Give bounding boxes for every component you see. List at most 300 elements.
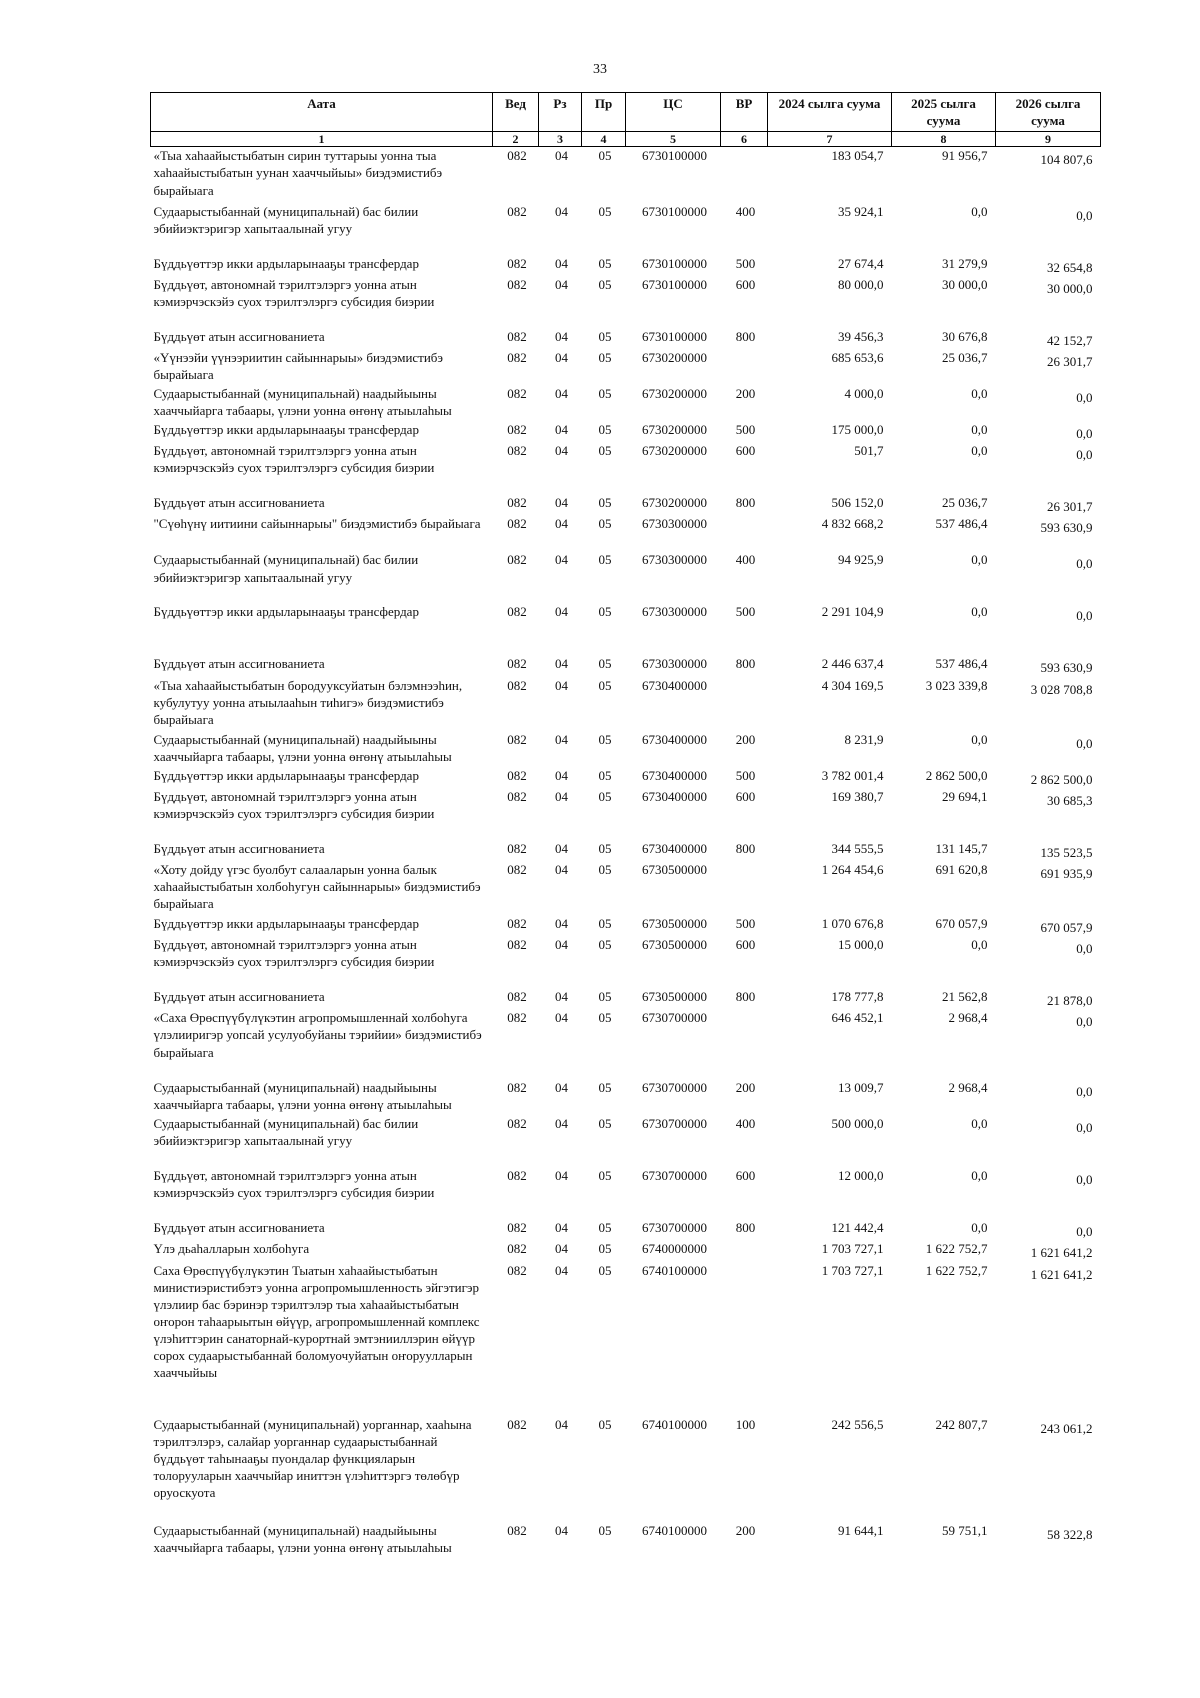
row-amount-2024: 15 000,0 bbox=[838, 937, 884, 953]
row-cs: 6730200000 bbox=[642, 495, 707, 511]
row-pr: 05 bbox=[598, 203, 612, 219]
row-name: Үлэ дьаһалларын холбоһуга bbox=[153, 1241, 310, 1257]
row-rz: 04 bbox=[555, 1010, 568, 1026]
row-cs: 6730200000 bbox=[642, 350, 707, 366]
row-vr: 500 bbox=[735, 604, 756, 620]
row-rz: 04 bbox=[555, 604, 568, 620]
col-number: 8 bbox=[892, 132, 996, 147]
row-name: Бүддьүөт атын ассигнованиета bbox=[153, 989, 325, 1005]
row-pr: 05 bbox=[598, 1220, 612, 1236]
row-name: Бүддьүөт, автономнай тэрилтэлэргэ уонна атын кэмиэрчэскэйэ суох тэрилтэлэргэ субсидия биэрии bbox=[153, 276, 435, 310]
table-row bbox=[151, 1522, 1101, 1562]
row-amount-2024: 1 703 727,1 bbox=[821, 1262, 884, 1278]
row-amount-2024: 4 832 668,2 bbox=[821, 516, 884, 532]
row-cs: 6730500000 bbox=[642, 937, 707, 953]
row-name: Судаарыстыбаннай (муниципальнай) наадыйыыны хааччыйарга табаары, үлэни уонна өҥөнү атыылаһыы bbox=[153, 386, 452, 419]
row-name: Судаарыстыбаннай (муниципальнай) бас билии эбийиэктэригэр хапытаалынай угуу bbox=[153, 1116, 419, 1149]
row-vr: 500 bbox=[735, 915, 756, 931]
row-pr: 05 bbox=[598, 1241, 612, 1257]
row-pr: 05 bbox=[598, 767, 612, 783]
row-amount-2026: 0,0 bbox=[1076, 941, 1093, 957]
table-row bbox=[151, 915, 1101, 936]
row-cs: 6730400000 bbox=[642, 677, 707, 693]
row-vr: 600 bbox=[735, 1168, 756, 1184]
row-name: Судаарыстыбаннай (муниципальнай) бас билии эбийиэктэригэр хапытаалынай угуу bbox=[153, 552, 419, 585]
row-amount-2025: 29 694,1 bbox=[942, 788, 988, 804]
row-amount-2024: 12 000,0 bbox=[838, 1168, 884, 1184]
col-header-name: Аата bbox=[151, 93, 493, 132]
row-ved: 082 bbox=[507, 422, 527, 438]
row-vr: 400 bbox=[735, 1116, 756, 1132]
col-number: 9 bbox=[996, 132, 1101, 147]
header-row bbox=[151, 93, 1101, 132]
table-row bbox=[151, 655, 1101, 676]
col-number: 5 bbox=[626, 132, 721, 147]
table-row bbox=[151, 551, 1101, 603]
row-name: Бүддьүөт, автономнай тэрилтэлэргэ уонна атын кэмиэрчэскэйэ суох тэрилтэлэргэ субсидия биэрии bbox=[153, 443, 435, 476]
row-amount-2024: 94 925,9 bbox=[838, 552, 884, 568]
col-number: 4 bbox=[582, 132, 626, 147]
row-vr: 600 bbox=[735, 937, 756, 953]
row-amount-2025: 0,0 bbox=[971, 386, 988, 402]
row-name: «Үүнээйи үүнээриитин сайыннарыы» биэдэмистибэ бырайыага bbox=[153, 350, 444, 383]
row-amount-2024: 501,7 bbox=[854, 443, 884, 459]
row-amount-2024: 183 054,7 bbox=[831, 148, 884, 164]
row-vr bbox=[721, 349, 768, 385]
row-pr: 05 bbox=[598, 328, 612, 344]
row-vr: 500 bbox=[735, 255, 756, 271]
row-amount-2024: 2 446 637,4 bbox=[821, 656, 884, 672]
row-rz: 04 bbox=[555, 1116, 568, 1132]
table-row bbox=[151, 767, 1101, 788]
row-rz: 04 bbox=[555, 767, 568, 783]
row-amount-2025: 1 622 752,7 bbox=[925, 1241, 988, 1257]
row-amount-2024: 8 231,9 bbox=[844, 731, 884, 747]
row-rz: 04 bbox=[555, 255, 568, 271]
row-pr: 05 bbox=[598, 656, 612, 672]
table-row bbox=[151, 1167, 1101, 1219]
row-pr: 05 bbox=[598, 422, 612, 438]
row-rz: 04 bbox=[555, 276, 568, 292]
row-amount-2024: 175 000,0 bbox=[831, 422, 884, 438]
row-cs: 6730100000 bbox=[642, 276, 707, 292]
row-rz: 04 bbox=[555, 861, 568, 877]
row-amount-2025: 0,0 bbox=[971, 1168, 988, 1184]
row-name: Бүддьүөт атын ассигнованиета bbox=[153, 1220, 325, 1236]
row-cs: 6730500000 bbox=[642, 989, 707, 1005]
row-name: Бүддьүөттэр икки ардыларынааҕы трансфердар bbox=[153, 767, 419, 783]
row-amount-2024: 178 777,8 bbox=[831, 989, 884, 1005]
row-pr: 05 bbox=[598, 989, 612, 1005]
table-row bbox=[151, 349, 1101, 385]
row-amount-2026: 42 152,7 bbox=[1047, 332, 1093, 348]
table-row bbox=[151, 515, 1101, 551]
row-amount-2025: 0,0 bbox=[971, 604, 988, 620]
row-pr: 05 bbox=[598, 937, 612, 953]
row-amount-2025: 30 000,0 bbox=[942, 276, 988, 292]
row-amount-2024: 91 644,1 bbox=[838, 1522, 884, 1538]
row-pr: 05 bbox=[598, 350, 612, 366]
row-cs: 6730300000 bbox=[642, 516, 707, 532]
row-ved: 082 bbox=[507, 328, 527, 344]
row-cs: 6730100000 bbox=[642, 148, 707, 164]
col-number: 3 bbox=[539, 132, 582, 147]
row-amount-2024: 4 000,0 bbox=[844, 386, 884, 402]
row-ved: 082 bbox=[507, 840, 527, 856]
col-number: 2 bbox=[493, 132, 539, 147]
row-amount-2026: 0,0 bbox=[1076, 556, 1093, 572]
row-cs: 6740000000 bbox=[642, 1241, 707, 1257]
row-amount-2026: 0,0 bbox=[1076, 1172, 1093, 1188]
row-amount-2026: 32 654,8 bbox=[1047, 259, 1093, 275]
row-amount-2024: 242 556,5 bbox=[831, 1416, 884, 1432]
row-amount-2025: 25 036,7 bbox=[942, 495, 988, 511]
row-rz: 04 bbox=[555, 788, 568, 804]
row-amount-2024: 80 000,0 bbox=[838, 276, 884, 292]
row-amount-2026: 0,0 bbox=[1076, 447, 1093, 463]
row-amount-2025: 242 807,7 bbox=[935, 1416, 988, 1432]
row-cs: 6740100000 bbox=[642, 1416, 707, 1432]
table-row bbox=[151, 677, 1101, 731]
row-rz: 04 bbox=[555, 840, 568, 856]
row-pr: 05 bbox=[598, 840, 612, 856]
row-ved: 082 bbox=[507, 1416, 527, 1432]
row-amount-2026: 2 862 500,0 bbox=[1030, 771, 1093, 787]
page-number: 33 bbox=[593, 62, 607, 77]
table-row bbox=[151, 731, 1101, 767]
row-amount-2026: 0,0 bbox=[1076, 1224, 1093, 1240]
row-pr: 05 bbox=[598, 1080, 612, 1096]
row-rz: 04 bbox=[555, 350, 568, 366]
row-amount-2024: 27 674,4 bbox=[838, 255, 884, 271]
table-row bbox=[151, 861, 1101, 915]
row-rz: 04 bbox=[555, 1262, 568, 1278]
row-amount-2026: 135 523,5 bbox=[1040, 844, 1093, 860]
row-ved: 082 bbox=[507, 656, 527, 672]
row-amount-2026: 0,0 bbox=[1076, 608, 1093, 624]
row-vr: 800 bbox=[735, 495, 756, 511]
row-vr bbox=[721, 861, 768, 915]
row-amount-2026: 26 301,7 bbox=[1047, 499, 1093, 515]
row-pr: 05 bbox=[598, 443, 612, 459]
row-vr: 400 bbox=[735, 552, 756, 568]
row-amount-2024: 1 264 454,6 bbox=[821, 861, 884, 877]
table-body bbox=[151, 147, 1101, 1562]
row-cs: 6730700000 bbox=[642, 1220, 707, 1236]
row-amount-2025: 2 862 500,0 bbox=[925, 767, 988, 783]
row-amount-2026: 0,0 bbox=[1076, 390, 1093, 406]
row-amount-2025: 25 036,7 bbox=[942, 350, 988, 366]
row-pr: 05 bbox=[598, 1262, 612, 1278]
row-pr: 05 bbox=[598, 148, 612, 164]
row-name: Бүддьүөттэр икки ардыларынааҕы трансфердар bbox=[153, 422, 419, 438]
row-ved: 082 bbox=[507, 1168, 527, 1184]
row-ved: 082 bbox=[507, 1010, 527, 1026]
row-ved: 082 bbox=[507, 148, 527, 164]
row-vr: 600 bbox=[735, 788, 756, 804]
table-row bbox=[151, 1416, 1101, 1522]
row-pr: 05 bbox=[598, 915, 612, 931]
row-amount-2026: 0,0 bbox=[1076, 1084, 1093, 1100]
row-amount-2025: 0,0 bbox=[971, 552, 988, 568]
row-amount-2026: 243 061,2 bbox=[1040, 1420, 1093, 1436]
row-name: Бүддьүөт атын ассигнованиета bbox=[153, 840, 325, 856]
row-cs: 6730500000 bbox=[642, 915, 707, 931]
row-amount-2025: 0,0 bbox=[971, 1116, 988, 1132]
row-vr: 400 bbox=[735, 203, 756, 219]
row-amount-2025: 0,0 bbox=[971, 422, 988, 438]
row-rz: 04 bbox=[555, 989, 568, 1005]
row-ved: 082 bbox=[507, 255, 527, 271]
row-amount-2026: 670 057,9 bbox=[1040, 919, 1093, 935]
row-vr: 800 bbox=[735, 656, 756, 672]
row-rz: 04 bbox=[555, 937, 568, 953]
row-amount-2025: 0,0 bbox=[971, 203, 988, 219]
row-ved: 082 bbox=[507, 788, 527, 804]
row-amount-2026: 0,0 bbox=[1076, 1014, 1093, 1030]
row-amount-2026: 1 621 641,2 bbox=[1030, 1266, 1093, 1282]
row-amount-2024: 646 452,1 bbox=[831, 1010, 884, 1026]
row-amount-2026: 0,0 bbox=[1076, 426, 1093, 442]
row-vr bbox=[721, 515, 768, 551]
row-rz: 04 bbox=[555, 328, 568, 344]
row-name: Бүддьүөт атын ассигнованиета bbox=[153, 328, 325, 344]
row-pr: 05 bbox=[598, 788, 612, 804]
table-row bbox=[151, 276, 1101, 328]
row-rz: 04 bbox=[555, 1241, 568, 1257]
row-name: Судаарыстыбаннай (муниципальнай) наадыйыыны хааччыйарга табаары, үлэни уонна өҥөнү атыылаһыы bbox=[153, 1080, 452, 1113]
row-pr: 05 bbox=[598, 386, 612, 402]
table-row bbox=[151, 788, 1101, 840]
row-vr bbox=[721, 1009, 768, 1079]
row-amount-2025: 0,0 bbox=[971, 731, 988, 747]
row-vr bbox=[721, 1262, 768, 1416]
table-row bbox=[151, 147, 1101, 203]
row-ved: 082 bbox=[507, 1220, 527, 1236]
row-amount-2026: 21 878,0 bbox=[1047, 993, 1093, 1009]
row-vr: 800 bbox=[735, 989, 756, 1005]
row-rz: 04 bbox=[555, 915, 568, 931]
row-amount-2024: 1 070 676,8 bbox=[821, 915, 884, 931]
row-pr: 05 bbox=[598, 1416, 612, 1432]
row-pr: 05 bbox=[598, 1168, 612, 1184]
row-name: Бүддьүөт, автономнай тэрилтэлэргэ уонна атын кэмиэрчэскэйэ суох тэрилтэлэргэ субсидия биэрии bbox=[153, 937, 435, 970]
row-vr: 200 bbox=[735, 731, 756, 747]
col-header-vr: ВР bbox=[721, 93, 768, 132]
row-amount-2024: 39 456,3 bbox=[838, 328, 884, 344]
row-cs: 6730700000 bbox=[642, 1080, 707, 1096]
row-vr: 500 bbox=[735, 767, 756, 783]
row-cs: 6730400000 bbox=[642, 767, 707, 783]
row-amount-2024: 685 653,6 bbox=[831, 350, 884, 366]
col-number: 1 bbox=[151, 132, 493, 147]
row-vr: 200 bbox=[735, 1522, 756, 1538]
row-name: Бүддьүөттэр икки ардыларынааҕы трансфердар bbox=[153, 604, 419, 620]
row-rz: 04 bbox=[555, 1220, 568, 1236]
row-cs: 6730400000 bbox=[642, 731, 707, 747]
row-name: Бүддьүөттэр икки ардыларынааҕы трансфердар bbox=[153, 255, 419, 271]
row-ved: 082 bbox=[507, 1522, 527, 1538]
row-amount-2025: 0,0 bbox=[971, 443, 988, 459]
row-amount-2025: 537 486,4 bbox=[935, 656, 988, 672]
row-rz: 04 bbox=[555, 1168, 568, 1184]
row-name: Судаарыстыбаннай (муниципальнай) уорганнар, хааһына тэрилтэлэрэ, салайар уорганнар судаарыстыбаннай бүддьүөт таһынааҕы пуондалар функцияларын толорууларын хааччыйар иниттэн үлэһиттэргэ төлөбүр оруоскуота bbox=[153, 1416, 472, 1501]
row-rz: 04 bbox=[555, 516, 568, 532]
row-cs: 6730100000 bbox=[642, 255, 707, 271]
row-pr: 05 bbox=[598, 861, 612, 877]
table-row bbox=[151, 1219, 1101, 1240]
row-rz: 04 bbox=[555, 1416, 568, 1432]
table-row bbox=[151, 203, 1101, 255]
table-row bbox=[151, 328, 1101, 349]
row-vr: 100 bbox=[735, 1416, 756, 1432]
row-amount-2024: 169 380,7 bbox=[831, 788, 884, 804]
row-cs: 6730700000 bbox=[642, 1168, 707, 1184]
row-amount-2026: 0,0 bbox=[1076, 735, 1093, 751]
row-amount-2025: 131 145,7 bbox=[935, 840, 988, 856]
row-ved: 082 bbox=[507, 677, 527, 693]
row-rz: 04 bbox=[555, 443, 568, 459]
row-rz: 04 bbox=[555, 731, 568, 747]
row-rz: 04 bbox=[555, 203, 568, 219]
table-row bbox=[151, 385, 1101, 421]
col-header-ved: Вед bbox=[493, 93, 539, 132]
col-header-pr: Пр bbox=[582, 93, 626, 132]
row-cs: 6730200000 bbox=[642, 386, 707, 402]
row-amount-2025: 30 676,8 bbox=[942, 328, 988, 344]
row-ved: 082 bbox=[507, 915, 527, 931]
row-vr: 500 bbox=[735, 422, 756, 438]
row-amount-2024: 344 555,5 bbox=[831, 840, 884, 856]
table-row bbox=[151, 936, 1101, 988]
row-vr: 600 bbox=[735, 443, 756, 459]
row-amount-2024: 121 442,4 bbox=[831, 1220, 884, 1236]
row-amount-2024: 500 000,0 bbox=[831, 1116, 884, 1132]
col-header-2024: 2024 сылга суума bbox=[768, 93, 892, 132]
col-number: 7 bbox=[768, 132, 892, 147]
row-pr: 05 bbox=[598, 516, 612, 532]
row-pr: 05 bbox=[598, 731, 612, 747]
row-name: Судаарыстыбаннай (муниципальнай) бас билии эбийиэктэригэр хапытаалынай угуу bbox=[153, 203, 419, 236]
row-amount-2024: 3 782 001,4 bbox=[821, 767, 884, 783]
row-cs: 6730300000 bbox=[642, 552, 707, 568]
row-rz: 04 bbox=[555, 422, 568, 438]
row-name: «Тыа хаһаайыстыбатын бородууксуйатын бэлэмнээһин, кубулутуу уонна атыылааһын тиһигэ» биэдэмистибэ бырайыага bbox=[153, 677, 463, 727]
budget-table bbox=[150, 92, 1101, 1562]
table-row bbox=[151, 1262, 1101, 1416]
row-rz: 04 bbox=[555, 1522, 568, 1538]
row-amount-2025: 1 622 752,7 bbox=[925, 1262, 988, 1278]
row-rz: 04 bbox=[555, 1080, 568, 1096]
row-ved: 082 bbox=[507, 443, 527, 459]
row-ved: 082 bbox=[507, 350, 527, 366]
row-ved: 082 bbox=[507, 516, 527, 532]
row-cs: 6730700000 bbox=[642, 1010, 707, 1026]
row-cs: 6730200000 bbox=[642, 443, 707, 459]
row-amount-2025: 59 751,1 bbox=[942, 1522, 988, 1538]
row-ved: 082 bbox=[507, 1262, 527, 1278]
row-ved: 082 bbox=[507, 203, 527, 219]
row-vr: 800 bbox=[735, 1220, 756, 1236]
col-number: 6 bbox=[721, 132, 768, 147]
row-amount-2026: 30 000,0 bbox=[1047, 280, 1093, 296]
row-amount-2026: 26 301,7 bbox=[1047, 354, 1093, 370]
row-cs: 6730200000 bbox=[642, 422, 707, 438]
row-vr: 600 bbox=[735, 276, 756, 292]
row-amount-2025: 691 620,8 bbox=[935, 861, 988, 877]
row-pr: 05 bbox=[598, 1116, 612, 1132]
row-ved: 082 bbox=[507, 1116, 527, 1132]
row-amount-2026: 58 322,8 bbox=[1047, 1526, 1093, 1542]
row-amount-2025: 537 486,4 bbox=[935, 516, 988, 532]
row-pr: 05 bbox=[598, 255, 612, 271]
row-name: Бүддьүөт, автономнай тэрилтэлэргэ уонна атын кэмиэрчэскэйэ суох тэрилтэлэргэ субсидия биэрии bbox=[153, 1168, 435, 1201]
row-vr: 200 bbox=[735, 386, 756, 402]
table-row bbox=[151, 1079, 1101, 1115]
row-name: "Сүөһүнү иитиини сайыннарыы" биэдэмистибэ бырайыага bbox=[153, 516, 481, 532]
row-ved: 082 bbox=[507, 552, 527, 568]
row-amount-2026: 593 630,9 bbox=[1040, 520, 1093, 536]
row-amount-2025: 91 956,7 bbox=[942, 148, 988, 164]
row-amount-2026: 593 630,9 bbox=[1040, 660, 1093, 676]
row-cs: 6740100000 bbox=[642, 1262, 707, 1278]
row-cs: 6730300000 bbox=[642, 604, 707, 620]
table-row bbox=[151, 442, 1101, 494]
col-header-rz: Рз bbox=[539, 93, 582, 132]
col-header-2025: 2025 сылга суума bbox=[892, 93, 996, 132]
row-cs: 6730400000 bbox=[642, 840, 707, 856]
row-name: Саха Өрөспүүбүлүкэтин Тыатын хаһаайыстыбатын министиэристибэтэ уонна агропромышленность эйгэтигэр үлэлиир бас бэринэр тэрилтэлэр тыа хаһаайыстыбатын оҥорон таһаарыытын өйүүр, агропромышленнай комплекс үлэһиттэрин санаторнай-курортнай эмтэнииллэрин өйүүр сорох судаарыстыбаннай боломуочуйатын оҥоруулларын хааччыйыы bbox=[153, 1262, 480, 1381]
row-vr: 200 bbox=[735, 1080, 756, 1096]
row-amount-2026: 3 028 708,8 bbox=[1030, 681, 1093, 697]
row-ved: 082 bbox=[507, 276, 527, 292]
row-pr: 05 bbox=[598, 276, 612, 292]
table-row bbox=[151, 1240, 1101, 1261]
row-amount-2025: 2 968,4 bbox=[948, 1080, 988, 1096]
row-name: «Тыа хаһаайыстыбатын сирин туттарыы уонна тыа хаһаайыстыбатын уунан хааччыйыы» биэдэмистибэ бырайыага bbox=[153, 148, 443, 198]
row-cs: 6730100000 bbox=[642, 328, 707, 344]
row-pr: 05 bbox=[598, 495, 612, 511]
row-vr: 800 bbox=[735, 328, 756, 344]
row-pr: 05 bbox=[598, 1522, 612, 1538]
row-cs: 6730300000 bbox=[642, 656, 707, 672]
row-amount-2024: 4 304 169,5 bbox=[821, 677, 884, 693]
row-amount-2026: 30 685,3 bbox=[1047, 792, 1093, 808]
row-name: «Саха Өрөспүүбүлүкэтин агропромышленнай холбоһуга үлэлииригэр уопсай усулуобуйаны тэрийии» биэдэмистибэ бырайыага bbox=[153, 1010, 482, 1060]
row-amount-2026: 0,0 bbox=[1076, 207, 1093, 223]
budget-sheet bbox=[150, 92, 1100, 1562]
table-row bbox=[151, 494, 1101, 515]
row-name: Бүддьүөт атын ассигнованиета bbox=[153, 495, 325, 511]
row-amount-2025: 3 023 339,8 bbox=[925, 677, 988, 693]
col-header-2026: 2026 сылга суума bbox=[996, 93, 1101, 132]
row-ved: 082 bbox=[507, 731, 527, 747]
row-cs: 6730400000 bbox=[642, 788, 707, 804]
row-name: Бүддьүөт атын ассигнованиета bbox=[153, 656, 325, 672]
row-rz: 04 bbox=[555, 677, 568, 693]
col-header-cs: ЦС bbox=[626, 93, 721, 132]
table-row bbox=[151, 840, 1101, 861]
row-amount-2025: 0,0 bbox=[971, 937, 988, 953]
row-amount-2024: 35 924,1 bbox=[838, 203, 884, 219]
row-pr: 05 bbox=[598, 677, 612, 693]
row-cs: 6730100000 bbox=[642, 203, 707, 219]
row-rz: 04 bbox=[555, 656, 568, 672]
row-pr: 05 bbox=[598, 604, 612, 620]
row-amount-2024: 506 152,0 bbox=[831, 495, 884, 511]
row-cs: 6730700000 bbox=[642, 1116, 707, 1132]
row-amount-2026: 104 807,6 bbox=[1040, 152, 1093, 168]
